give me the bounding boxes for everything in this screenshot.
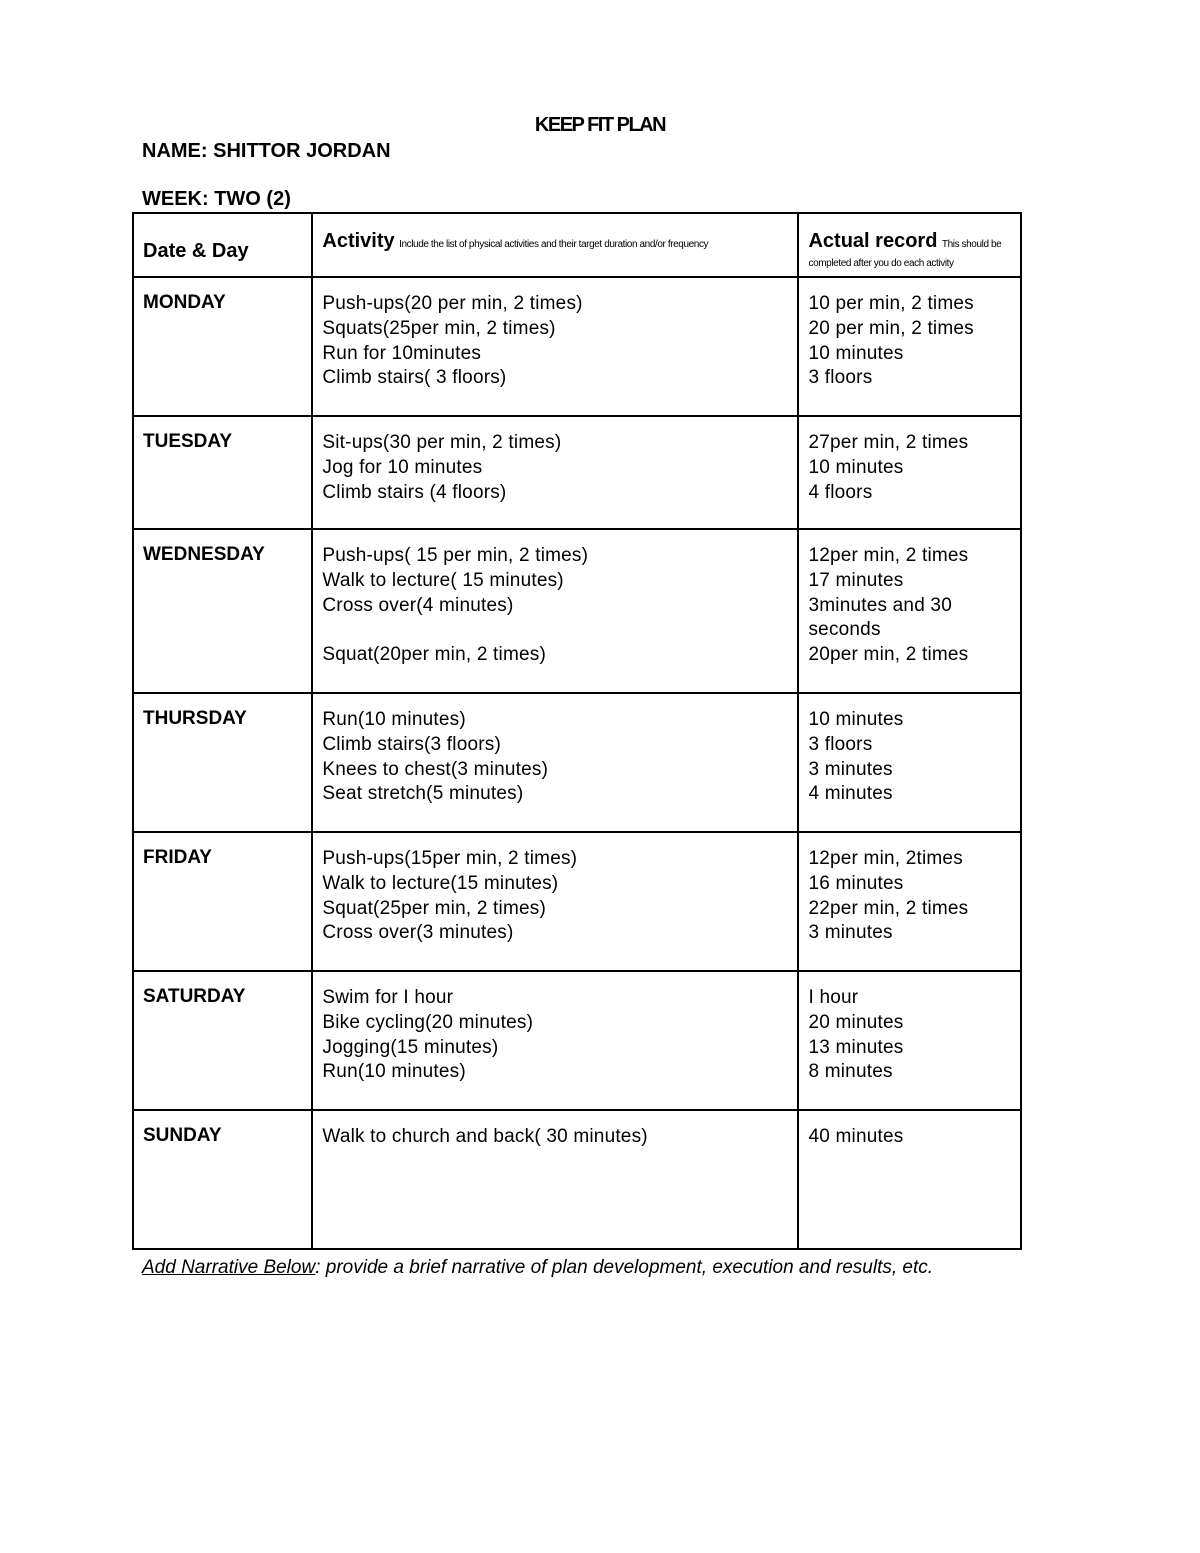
activity-line: Jogging(15 minutes) <box>322 1036 499 1058</box>
header-record: Actual record <box>808 230 938 252</box>
record-line: 3 floors <box>808 367 873 389</box>
narrative-instruction <box>142 1257 933 1279</box>
header-record-note: This should be completed after you do each activity <box>808 239 1002 269</box>
activity-line: Swim for I hour <box>322 987 454 1008</box>
activity-line: Climb stairs( 3 floors) <box>322 367 507 389</box>
activity-line: Climb stairs(3 floors) <box>322 733 501 755</box>
record-line: 4 minutes <box>808 783 893 805</box>
activity-line: Walk to church and back( 30 minutes) <box>322 1126 648 1147</box>
header-record-cell <box>798 213 1021 277</box>
record-line: 40 minutes <box>808 1126 904 1147</box>
record-line: 13 minutes <box>808 1036 904 1058</box>
blank-line <box>322 618 788 643</box>
activity-cell <box>313 833 797 946</box>
record-line: 4 floors <box>808 481 873 503</box>
day-cell: THURSDAY <box>143 708 247 729</box>
table-header-row <box>133 213 1021 277</box>
page-title: KEEP FIT PLAN <box>534 114 666 136</box>
record-line: 10 minutes <box>808 456 904 478</box>
table-row <box>133 971 1021 1110</box>
activity-line: Squat(20per min, 2 times) <box>322 644 546 666</box>
week-label: WEEK: TWO (2) <box>142 188 291 210</box>
activity-line: Walk to lecture(15 minutes) <box>322 872 559 894</box>
activity-line: Cross over(3 minutes) <box>322 922 514 944</box>
activity-line: Climb stairs (4 floors) <box>322 481 507 503</box>
record-cell <box>799 417 1020 505</box>
header-activity: Activity <box>322 230 395 252</box>
record-line: 12per min, 2 times <box>808 545 969 566</box>
day-cell: WEDNESDAY <box>143 544 265 565</box>
header-activity-note: Include the list of physical activities and their target duration and/or frequency <box>399 239 709 250</box>
activity-line: Walk to lecture( 15 minutes) <box>322 569 564 591</box>
student-name: NAME: SHITTOR JORDAN <box>142 140 391 162</box>
activity-line: Sit-ups(30 per min, 2 times) <box>322 432 562 453</box>
record-line: 27per min, 2 times <box>808 432 969 453</box>
activity-cell <box>313 417 797 505</box>
activity-line: Run for 10minutes <box>322 342 482 364</box>
table-row <box>133 693 1021 832</box>
activity-line: Squats(25per min, 2 times) <box>322 317 556 339</box>
record-cell <box>799 1111 1020 1150</box>
day-cell: MONDAY <box>143 292 226 313</box>
record-line: 12per min, 2times <box>808 848 963 869</box>
fitness-plan-table <box>132 212 1022 1250</box>
activity-line: Squat(25per min, 2 times) <box>322 897 546 919</box>
record-line: 20 per min, 2 times <box>808 317 974 339</box>
day-cell: SATURDAY <box>143 986 246 1007</box>
record-line: 20per min, 2 times <box>808 644 969 666</box>
record-line: 17 minutes <box>808 569 904 591</box>
record-line: 3 minutes <box>808 922 893 944</box>
activity-line: Run(10 minutes) <box>322 1061 466 1083</box>
record-line: 22per min, 2 times <box>808 897 969 919</box>
activity-cell <box>313 530 797 668</box>
record-line: I hour <box>808 987 859 1008</box>
record-line: 10 minutes <box>808 709 904 730</box>
activity-cell <box>313 972 797 1085</box>
record-line: 3 minutes <box>808 758 893 780</box>
day-cell: TUESDAY <box>143 431 233 452</box>
record-cell <box>799 972 1020 1085</box>
header-day: Date & Day <box>143 240 249 262</box>
table-row <box>133 277 1021 416</box>
header-activity-cell <box>312 213 798 277</box>
record-line: 8 minutes <box>808 1061 893 1083</box>
activity-line: Push-ups(15per min, 2 times) <box>322 848 578 869</box>
activity-line: Push-ups( 15 per min, 2 times) <box>322 545 589 566</box>
table-row <box>133 416 1021 529</box>
day-cell: SUNDAY <box>143 1125 222 1146</box>
narrative-label: Add Narrative Below <box>142 1257 316 1278</box>
header-day-cell <box>133 213 312 277</box>
activity-line: Knees to chest(3 minutes) <box>322 758 549 780</box>
record-cell <box>799 278 1020 391</box>
record-line: 20 minutes <box>808 1011 904 1033</box>
table-row <box>133 832 1021 971</box>
activity-line: Push-ups(20 per min, 2 times) <box>322 293 583 314</box>
record-line: 3 floors <box>808 733 873 755</box>
activity-line: Cross over(4 minutes) <box>322 594 514 616</box>
table-row <box>133 1110 1021 1249</box>
day-cell: FRIDAY <box>143 847 212 868</box>
activity-line: Seat stretch(5 minutes) <box>322 783 524 805</box>
table-row <box>133 529 1021 693</box>
narrative-text: : provide a brief narrative of plan development, execution and results, etc. <box>315 1257 934 1278</box>
record-line: 10 per min, 2 times <box>808 293 974 314</box>
record-cell <box>799 694 1020 807</box>
activity-cell <box>313 1111 797 1150</box>
activity-cell <box>313 694 797 807</box>
record-line: 16 minutes <box>808 872 904 894</box>
activity-line: Bike cycling(20 minutes) <box>322 1011 534 1033</box>
record-line: 3minutes and 30 <box>808 594 952 616</box>
activity-line: Jog for 10 minutes <box>322 456 483 478</box>
record-line: 10 minutes <box>808 342 904 364</box>
activity-cell <box>313 278 797 391</box>
record-cell <box>799 530 1020 668</box>
record-line: seconds <box>808 619 881 641</box>
record-cell <box>799 833 1020 946</box>
activity-line: Run(10 minutes) <box>322 709 466 730</box>
